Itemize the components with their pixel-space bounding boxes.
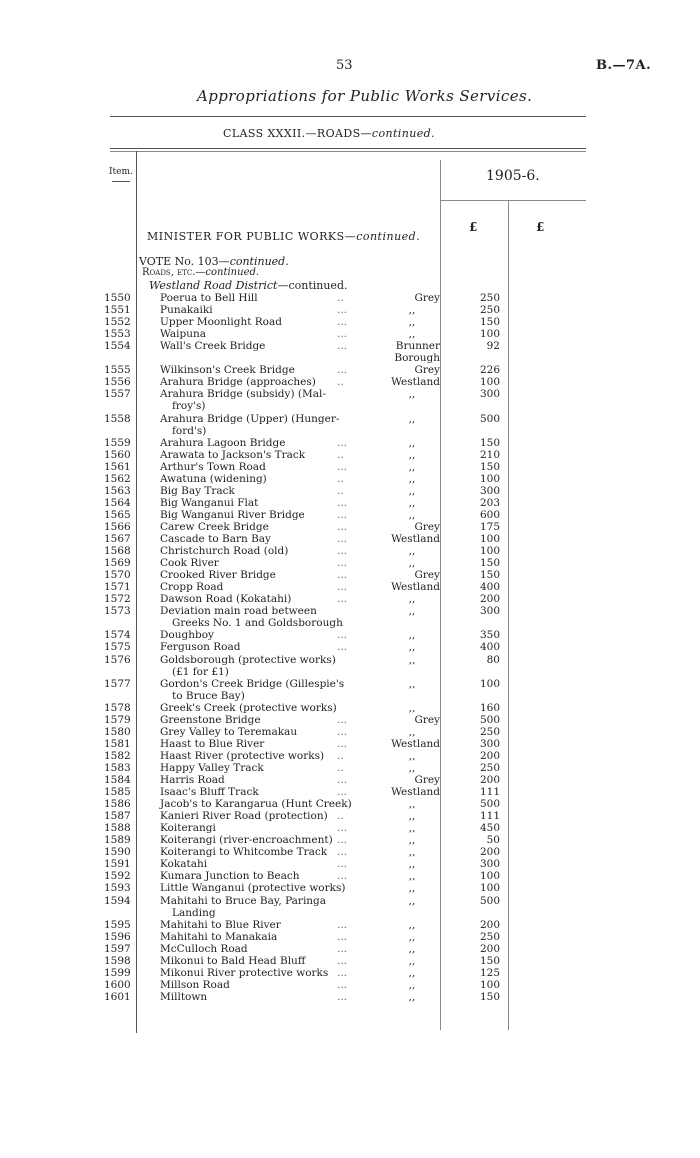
item-description: Koiterangi	[160, 822, 216, 835]
item-column-header: Item.	[109, 167, 133, 177]
district-name: ,,	[408, 942, 416, 955]
item-number: 1587	[104, 810, 131, 823]
amount: 226	[479, 364, 500, 377]
amount: 250	[479, 304, 500, 317]
item-number: 1582	[104, 749, 131, 762]
item-description: Millson Road	[160, 978, 230, 991]
district-name: ,,	[408, 701, 416, 714]
vote-heading-continued: continued.	[229, 255, 289, 268]
district-name: ,,	[408, 641, 416, 654]
item-number: 1563	[104, 484, 131, 497]
item-description: Arthur's Town Road	[160, 460, 266, 473]
district-name: ,,	[408, 304, 416, 317]
amount: 250	[479, 930, 500, 943]
leader-dots: ...	[337, 737, 348, 750]
district-name: Grey	[414, 520, 440, 533]
leader-dots: ...	[337, 641, 348, 654]
district-name: ,,	[408, 822, 416, 835]
item-description: Waipuna	[160, 328, 207, 341]
district-name: ,,	[408, 798, 416, 811]
amount: 100	[479, 677, 500, 690]
leader-dots: ..	[337, 448, 344, 461]
item-number: 1562	[104, 472, 131, 485]
leader-dots: ...	[337, 930, 348, 943]
amount: 200	[479, 749, 500, 762]
title-rule	[110, 116, 586, 117]
item-number: 1598	[104, 954, 131, 967]
district-name: ,,	[408, 810, 416, 823]
item-description: Arawata to Jackson's Track	[160, 448, 306, 461]
item-number: 1599	[104, 966, 131, 979]
leader-dots: ...	[337, 834, 348, 847]
item-number: 1569	[104, 557, 131, 570]
item-description: Cropp Road	[160, 581, 224, 594]
district-name: ,,	[408, 882, 416, 895]
item-description: Punakaiki	[160, 304, 213, 317]
item-description: Jacob's to Karangarua (Hunt Creek)	[160, 798, 352, 811]
item-number: 1592	[104, 870, 131, 883]
item-number: 1588	[104, 822, 131, 835]
item-description: Ferguson Road	[160, 641, 241, 654]
item-description: Big Wanganui Flat	[160, 496, 259, 509]
leader-dots: ...	[337, 520, 348, 533]
amount-column-rule	[508, 200, 509, 1030]
district-name: ,,	[408, 749, 416, 762]
item-description: Mahitahi to Blue River	[160, 918, 281, 931]
amount: 150	[479, 316, 500, 329]
item-description: Greenstone Bridge	[160, 713, 261, 726]
roads-heading-continued: continued.	[205, 267, 260, 278]
item-description: Little Wanganui (protective works)	[160, 882, 346, 895]
leader-dots: ..	[337, 749, 344, 762]
table-header-subrule	[110, 151, 586, 152]
item-number: 1550	[104, 292, 131, 304]
leader-dots: ...	[337, 870, 348, 883]
item-number: 1601	[104, 990, 131, 1003]
amount: 500	[479, 894, 500, 907]
item-number: 1575	[104, 641, 131, 654]
district-heading-continued: —continued.	[277, 279, 348, 292]
amount: 150	[479, 557, 500, 570]
amount: 150	[479, 460, 500, 473]
minister-heading-main: MINISTER FOR PUBLIC WORKS—	[147, 230, 357, 243]
district-name: ,,	[408, 954, 416, 967]
district-name: ,,	[408, 834, 416, 847]
amount: 250	[479, 761, 500, 774]
district-name: ,,	[408, 605, 416, 618]
leader-dots: ...	[337, 581, 348, 594]
district-heading-main: Westland Road District	[149, 279, 278, 292]
item-description: Kanieri River Road (protection)	[160, 810, 328, 823]
amount: 450	[479, 822, 500, 835]
item-description-continued: Greeks No. 1 and Goldsborough	[172, 617, 343, 630]
amount: 600	[479, 508, 500, 521]
item-description: Crooked River Bridge	[160, 569, 276, 582]
item-description: Christchurch Road (old)	[160, 545, 289, 558]
item-header-underline	[112, 181, 130, 182]
leader-dots: ...	[337, 629, 348, 642]
page-title: Appropriations for Public Works Services.	[197, 87, 533, 105]
amount: 100	[479, 376, 500, 389]
item-number: 1580	[104, 725, 131, 738]
leader-dots: ...	[337, 316, 348, 329]
item-number: 1572	[104, 593, 131, 606]
district-name: ,,	[408, 593, 416, 606]
item-description: Poerua to Bell Hill	[160, 292, 258, 304]
district-name: ,,	[408, 436, 416, 449]
district-name: ,,	[408, 870, 416, 883]
amount: 50	[486, 834, 500, 847]
leader-dots: ...	[337, 822, 348, 835]
amount: 150	[479, 569, 500, 582]
item-description: Arahura Bridge (Upper) (Hunger-	[160, 412, 340, 425]
leader-dots: ...	[337, 918, 348, 931]
pounds-column-1: £	[469, 220, 478, 234]
item-description-continued: (£1 for £1)	[172, 665, 229, 678]
leader-dots: ..	[337, 292, 344, 304]
district-name: Grey	[414, 774, 440, 786]
leader-dots: ..	[337, 376, 344, 389]
amount: 400	[479, 641, 500, 654]
district-name: ,,	[408, 557, 416, 570]
district-name: Grey	[414, 364, 440, 377]
item-number: 1555	[104, 364, 131, 377]
item-description-continued: ford's)	[172, 424, 207, 437]
amount: 100	[479, 545, 500, 558]
district-name: Borough	[394, 352, 440, 365]
district-name: ,,	[408, 412, 416, 425]
item-description: Koiterangi to Whitcombe Track	[160, 846, 328, 859]
district-name: Grey	[414, 292, 440, 304]
item-number: 1600	[104, 978, 131, 991]
item-number: 1589	[104, 834, 131, 847]
item-description: Koiterangi (river-encroachment)	[160, 834, 333, 847]
amount: 200	[479, 846, 500, 859]
item-number: 1594	[104, 894, 131, 907]
district-name: Westland	[391, 376, 440, 389]
amount: 250	[479, 725, 500, 738]
item-description: McCulloch Road	[160, 942, 248, 955]
minister-heading	[147, 230, 420, 243]
amount: 500	[479, 412, 500, 425]
item-description: Arahura Lagoon Bridge	[160, 436, 286, 449]
item-number: 1552	[104, 316, 131, 329]
roads-heading-main: Roads, etc.—	[142, 267, 206, 278]
leader-dots: ..	[337, 472, 344, 485]
amount: 100	[479, 870, 500, 883]
amount: 100	[479, 882, 500, 895]
leader-dots: ...	[337, 713, 348, 726]
item-number: 1595	[104, 918, 131, 931]
leader-dots: ...	[337, 725, 348, 738]
leader-dots: ...	[337, 436, 348, 449]
district-name: ,,	[408, 316, 416, 329]
amount: 350	[479, 629, 500, 642]
leader-dots: ...	[337, 978, 348, 991]
item-description: Wall's Creek Bridge	[160, 340, 266, 353]
district-name: ,,	[408, 725, 416, 738]
district-name: ,,	[408, 508, 416, 521]
leader-dots: ...	[337, 460, 348, 473]
district-name: Westland	[391, 737, 440, 750]
leader-dots: ...	[337, 364, 348, 377]
district-name: ,,	[408, 328, 416, 341]
item-description: Big Wanganui River Bridge	[160, 508, 305, 521]
amount: 100	[479, 978, 500, 991]
item-description: Big Bay Track	[160, 484, 235, 497]
item-description: Isaac's Bluff Track	[160, 786, 259, 799]
class-heading-main: CLASS XXXII.—ROADS—	[223, 127, 372, 140]
item-description: Arahura Bridge (subsidy) (Mal-	[160, 388, 326, 401]
year-heading: 1905-6.	[486, 168, 540, 184]
district-name: ,,	[408, 858, 416, 871]
district-heading	[149, 279, 347, 292]
item-number: 1560	[104, 448, 131, 461]
district-name: ,,	[408, 653, 416, 666]
item-number: 1581	[104, 737, 131, 750]
minister-heading-continued: continued.	[356, 230, 421, 243]
leader-dots: ...	[337, 858, 348, 871]
item-number: 1565	[104, 508, 131, 521]
amount: 200	[479, 918, 500, 931]
amount: 150	[479, 990, 500, 1003]
item-number: 1593	[104, 882, 131, 895]
amount: 200	[479, 774, 500, 786]
item-number: 1579	[104, 713, 131, 726]
district-name: ,,	[408, 629, 416, 642]
item-description: Milltown	[160, 990, 208, 1003]
item-description-continued: froy's)	[172, 400, 206, 413]
amount: 300	[479, 605, 500, 618]
amount: 111	[479, 786, 500, 799]
district-name: Grey	[414, 713, 440, 726]
leader-dots: ...	[337, 569, 348, 582]
amount: 100	[479, 328, 500, 341]
table-top-rule	[110, 148, 586, 149]
amount: 300	[479, 388, 500, 401]
item-description: Dawson Road (Kokatahi)	[160, 593, 292, 606]
district-name: ,,	[408, 677, 416, 690]
item-number: 1583	[104, 761, 131, 774]
leader-dots: ...	[337, 774, 348, 786]
item-number: 1554	[104, 340, 131, 353]
district-name: ,,	[408, 846, 416, 859]
item-description: Grey Valley to Teremakau	[160, 725, 298, 738]
item-description: Haast River (protective works)	[160, 749, 325, 762]
district-name: Westland	[391, 533, 440, 545]
district-name: Westland	[391, 581, 440, 594]
item-number: 1564	[104, 496, 131, 509]
item-description: Happy Valley Track	[160, 761, 264, 774]
item-number: 1568	[104, 545, 131, 558]
item-number: 1573	[104, 605, 131, 618]
item-description: Mahitahi to Bruce Bay, Paringa	[160, 894, 327, 907]
leader-dots: ...	[337, 508, 348, 521]
item-description-continued: Landing	[172, 906, 216, 919]
leader-dots: ...	[337, 954, 348, 967]
item-description: Carew Creek Bridge	[160, 520, 269, 533]
item-description: Goldsborough (protective works)	[160, 653, 336, 666]
amount: 203	[479, 496, 500, 509]
leader-dots: ...	[337, 496, 348, 509]
item-number: 1597	[104, 942, 131, 955]
item-number: 1566	[104, 520, 131, 533]
amount: 500	[479, 713, 500, 726]
leader-dots: ...	[337, 990, 348, 1003]
district-name: ,,	[408, 545, 416, 558]
item-number: 1557	[104, 388, 131, 401]
roads-heading	[142, 267, 259, 278]
amount: 111	[479, 810, 500, 823]
district-name: ,,	[408, 966, 416, 979]
item-number: 1578	[104, 701, 131, 714]
district-column-rule	[440, 160, 441, 1030]
amount: 200	[479, 942, 500, 955]
item-number: 1553	[104, 328, 131, 341]
amount: 100	[479, 533, 500, 545]
leader-dots: ...	[337, 533, 348, 545]
item-number: 1558	[104, 412, 131, 425]
amount: 500	[479, 798, 500, 811]
item-number: 1590	[104, 846, 131, 859]
district-name: ,,	[408, 388, 416, 401]
district-name: ,,	[408, 496, 416, 509]
amount: 210	[479, 448, 500, 461]
item-description: Wilkinson's Creek Bridge	[160, 364, 295, 377]
item-description: Mahitahi to Manakaia	[160, 930, 278, 943]
amount: 175	[479, 520, 500, 533]
amount: 150	[479, 436, 500, 449]
page-number: 53	[336, 58, 353, 73]
district-name: ,,	[408, 460, 416, 473]
item-number: 1567	[104, 533, 131, 545]
leader-dots: ...	[337, 942, 348, 955]
item-description: Mikonui to Bald Head Bluff	[160, 954, 306, 967]
item-description: Mikonui River protective works	[160, 966, 329, 979]
amount: 250	[479, 292, 500, 304]
leader-dots: ..	[337, 484, 344, 497]
amount: 92	[486, 340, 500, 353]
item-number: 1591	[104, 858, 131, 871]
item-number: 1577	[104, 677, 131, 690]
amount: 300	[479, 858, 500, 871]
item-description: Kumara Junction to Beach	[160, 870, 300, 883]
item-description: Harris Road	[160, 774, 225, 786]
item-description-continued: to Bruce Bay)	[172, 689, 245, 702]
item-description: Kokatahi	[160, 858, 208, 871]
amount: 200	[479, 593, 500, 606]
amount: 125	[479, 966, 500, 979]
district-name: Westland	[391, 786, 440, 799]
item-description: Haast to Blue River	[160, 737, 265, 750]
district-name: ,,	[408, 472, 416, 485]
item-number: 1584	[104, 774, 131, 786]
amount: 160	[479, 701, 500, 714]
item-description: Cascade to Barn Bay	[160, 533, 271, 545]
year-under-rule	[440, 200, 586, 201]
leader-dots: ...	[337, 304, 348, 317]
item-number: 1596	[104, 930, 131, 943]
class-heading	[223, 127, 435, 140]
pounds-column-2: £	[536, 220, 545, 234]
district-name: ,,	[408, 930, 416, 943]
district-name: Grey	[414, 569, 440, 582]
leader-dots: ...	[337, 966, 348, 979]
leader-dots: ...	[337, 786, 348, 799]
leader-dots: ...	[337, 340, 348, 353]
district-name: ,,	[408, 448, 416, 461]
item-description: Awatuna (widening)	[160, 472, 267, 485]
item-number: 1574	[104, 629, 131, 642]
district-name: Brunner	[395, 340, 440, 353]
item-column-rule	[136, 151, 137, 1033]
item-number: 1561	[104, 460, 131, 473]
amount: 300	[479, 484, 500, 497]
item-description: Greek's Creek (protective works)	[160, 701, 337, 714]
leader-dots: ..	[337, 761, 344, 774]
document-reference: B.—7A.	[596, 58, 652, 73]
item-number: 1551	[104, 304, 131, 317]
amount: 400	[479, 581, 500, 594]
leader-dots: ..	[337, 810, 344, 823]
leader-dots: ...	[337, 557, 348, 570]
item-description: Doughboy	[160, 629, 214, 642]
item-number: 1576	[104, 653, 131, 666]
district-name: ,,	[408, 990, 416, 1003]
district-name: ,,	[408, 978, 416, 991]
item-number: 1570	[104, 569, 131, 582]
item-number: 1585	[104, 786, 131, 799]
amount: 80	[486, 653, 500, 666]
district-name: ,,	[408, 484, 416, 497]
item-description: Cook River	[160, 557, 219, 570]
item-description: Upper Moonlight Road	[160, 316, 282, 329]
item-number: 1556	[104, 376, 131, 389]
leader-dots: ...	[337, 328, 348, 341]
class-heading-continued: continued.	[371, 127, 435, 140]
leader-dots: ...	[337, 593, 348, 606]
leader-dots: ...	[337, 846, 348, 859]
item-number: 1571	[104, 581, 131, 594]
amount: 150	[479, 954, 500, 967]
item-number: 1559	[104, 436, 131, 449]
item-description: Gordon's Creek Bridge (Gillespie's	[160, 677, 345, 690]
amount: 300	[479, 737, 500, 750]
item-description: Arahura Bridge (approaches)	[160, 376, 316, 389]
district-name: ,,	[408, 761, 416, 774]
leader-dots: ...	[337, 545, 348, 558]
district-name: ,,	[408, 918, 416, 931]
item-number: 1586	[104, 798, 131, 811]
district-name: ,,	[408, 894, 416, 907]
amount: 100	[479, 472, 500, 485]
vote-heading-main: VOTE No. 103—	[139, 255, 230, 268]
item-description: Deviation main road between	[160, 605, 317, 618]
